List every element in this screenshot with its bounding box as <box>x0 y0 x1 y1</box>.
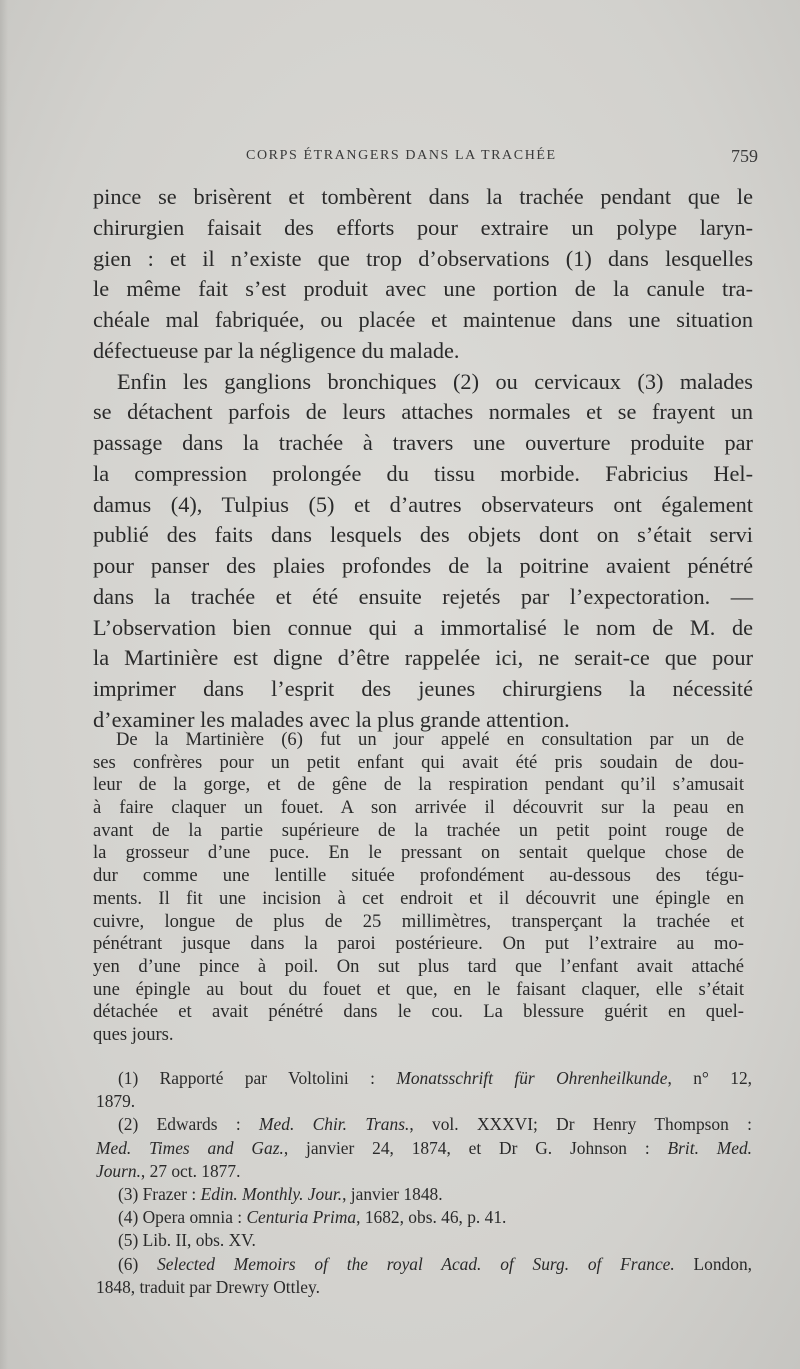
text-line: dans la trachée et été ensuite rejetés par l’expectoration. — <box>93 583 753 609</box>
footnote-2-cont <box>96 1160 752 1183</box>
footnote-text: (1) Rapporté par Voltolini : <box>118 1068 397 1088</box>
footnote-title: Centuria Prima <box>246 1207 357 1228</box>
footnote-2-cont <box>96 1137 752 1160</box>
footnote-text: , janvier 24, 1874, et Dr G. Johnson : <box>283 1137 668 1158</box>
footnote-title: Edin. Monthly. Jour. <box>200 1183 343 1204</box>
text-line: la Martinière est digne d’être rappelée ici, ne serait-ce que pour <box>93 645 753 671</box>
footnote-title: Monatsschrift für Ohrenheilkunde <box>396 1068 668 1088</box>
footnote-text: London, <box>674 1253 752 1274</box>
page-number: 759 <box>731 146 758 166</box>
footnote-4 <box>96 1206 752 1229</box>
text-line: publié des faits dans lesquels des objets dont on s’était servi <box>93 522 753 548</box>
case-line: ques jours. <box>93 1023 174 1045</box>
case-line: pénétrant jusque dans la paroi postérieure. On put l’extraire au mo- <box>93 933 744 955</box>
text-line: imprimer dans l’esprit des jeunes chirurgiens la nécessité <box>93 676 753 701</box>
case-report <box>93 729 744 1047</box>
footnote-text: , 27 oct. 1877. <box>140 1160 241 1181</box>
footnote-6-cont: 1848, traduit par Drewry Ottley. <box>96 1276 320 1297</box>
page-edge-shadow <box>0 0 8 1369</box>
case-line: yen d’une pince à poil. On sut plus tard que l’enfant avait attaché <box>93 955 744 977</box>
case-line: détachée et avait pénétré dans le cou. La blessure guérit en quel- <box>93 1001 744 1023</box>
footnote-2 <box>96 1113 752 1136</box>
footnote-text: (2) Edwards : <box>118 1114 260 1135</box>
text-line: pince se brisèrent et tombèrent dans la trachée pendant que le <box>93 184 753 209</box>
footnote-3 <box>96 1183 752 1206</box>
text-line: la compression prolongée du tissu morbide. Fabricius Hel- <box>93 460 753 486</box>
case-line: ses confrères pour un petit enfant qui avait été pris soudain de dou- <box>93 751 744 773</box>
case-line: leur de la gorge, et de gêne de la respiration pendant qu’il s’amusait <box>93 774 744 796</box>
text-line: le même fait s’est produit avec une portion de la canule tra- <box>93 276 753 302</box>
text-line: L’observation bien connue qui a immortalisé le nom de M. de <box>93 614 753 640</box>
footnote-6 <box>96 1253 752 1276</box>
running-title: CORPS ÉTRANGERS DANS LA TRACHÉE <box>246 148 557 163</box>
footnote-text: , vol. XXXVI; Dr Henry Thompson : <box>409 1114 752 1135</box>
footnote-title: Journ. <box>96 1160 141 1181</box>
footnote-1-cont: 1879. <box>96 1091 136 1112</box>
case-line: ments. Il fit une incision à cet endroit et il découvrit une épingle en <box>93 887 744 909</box>
footnote-text: , n° 12, <box>667 1068 753 1088</box>
case-line: une épingle au bout du fouet et que, en le faisant claquer, elle s’était <box>93 978 744 1000</box>
text-line: d’examiner les malades avec la plus grande attention. <box>93 706 570 732</box>
text-line: pour panser des plaies profondes de la poitrine avaient pénétré <box>93 553 753 578</box>
footnote-5: (5) Lib. II, obs. XV. <box>118 1230 256 1251</box>
footnote-text: (4) Opera omnia : <box>118 1207 247 1228</box>
text-line: damus (4), Tulpius (5) et d’autres observateurs ont également <box>93 491 753 517</box>
footnote-text: (6) <box>118 1253 158 1274</box>
footnote-title: Selected Memoirs of the royal Acad. of Surg. of France. <box>157 1253 675 1274</box>
text-line: Enfin les ganglions bronchiques (2) ou cervicaux (3) malades <box>117 368 753 394</box>
text-line: défectueuse par la négligence du malade. <box>93 337 460 363</box>
case-line: à faire claquer un fouet. A son arrivée il découvrit sur la peau en <box>93 797 744 819</box>
footnote-text: , janvier 1848. <box>342 1183 443 1204</box>
case-line: la grosseur d’une puce. En le pressant on sentait quelque chose de <box>93 842 744 864</box>
main-text <box>93 182 753 736</box>
text-line: passage dans la trachée à travers une ouverture produite par <box>93 430 753 455</box>
text-line: chéale mal fabriquée, ou placée et maintenue dans une situation <box>93 307 753 332</box>
footnote-text: (3) Frazer : <box>118 1183 201 1204</box>
case-line: avant de la partie supérieure de la trachée un petit point rouge de <box>93 819 744 841</box>
case-line: De la Martinière (6) fut un jour appelé en consultation par un de <box>116 729 744 750</box>
text-line: se détachent parfois de leurs attaches normales et se frayent un <box>93 399 753 425</box>
text-line: gien : et il n’existe que trop d’observations (1) dans lesquelles <box>93 245 753 271</box>
footnote-text: , 1682, obs. 46, p. 41. <box>356 1207 507 1228</box>
footnote-1 <box>96 1067 752 1090</box>
case-line: dur comme une lentille située profondément au-dessous des tégu- <box>93 865 744 887</box>
text-line: chirurgien faisait des efforts pour extraire un polype laryn- <box>93 214 753 240</box>
case-line: cuivre, longue de plus de 25 millimètres, transperçant la trachée et <box>93 910 744 932</box>
footnote-title: Brit. Med. <box>667 1137 753 1158</box>
footnotes <box>96 1067 752 1299</box>
footnote-title: Med. Times and Gaz. <box>96 1137 284 1158</box>
footnote-title: Med. Chir. Trans. <box>259 1114 410 1135</box>
